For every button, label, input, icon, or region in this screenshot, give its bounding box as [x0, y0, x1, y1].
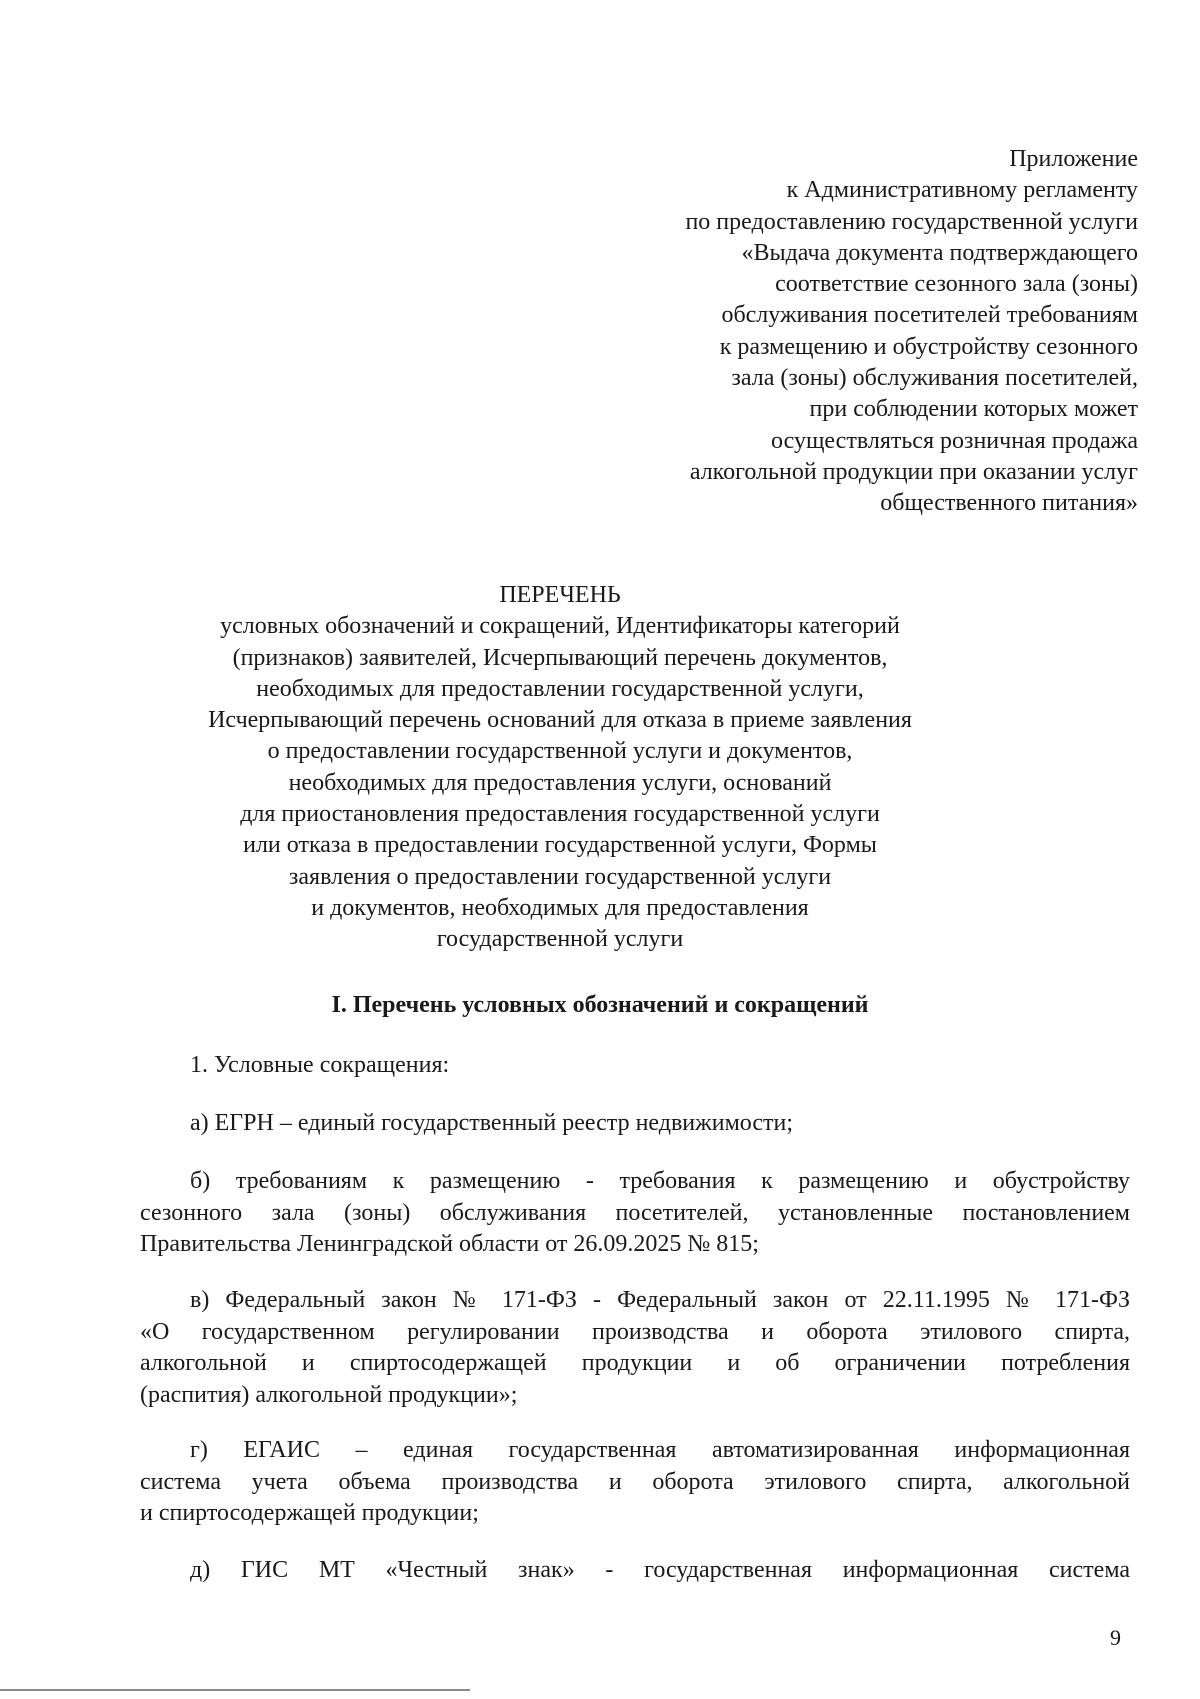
- paragraph-line: система учета объема производства и оборота этилового спирта, алкогольной: [140, 1468, 1130, 1495]
- appendix-line: алкогольной продукции при оказании услуг: [689, 458, 1138, 485]
- paragraph-item-b: [140, 1166, 1130, 1261]
- title-line: условных обозначений и сокращений, Идентификаторы категорий: [220, 613, 900, 640]
- paragraph-line: Правительства Ленинградской области от 26.09.2025 № 815;: [140, 1231, 759, 1257]
- paragraph-line: алкогольной и спиртосодержащей продукции и об ограничении потребления: [140, 1350, 1130, 1376]
- appendix-header: [538, 144, 1138, 520]
- page-number: 9: [1110, 1625, 1121, 1650]
- title-heading: ПЕРЕЧЕНЬ: [499, 582, 621, 608]
- appendix-line: обслуживания посетителей требованиям: [721, 302, 1138, 329]
- title-line: необходимых для предоставлении государственной услуги,: [256, 675, 864, 702]
- paragraph-line: в) Федеральный закон № 171-ФЗ - Федеральный закон от 22.11.1995 № 171-ФЗ: [190, 1287, 1130, 1313]
- appendix-line: к размещению и обустройству сезонного: [719, 333, 1138, 360]
- section-heading: I. Перечень условных обозначений и сокращений: [331, 992, 869, 1018]
- paragraph-line: г) ЕГАИС – единая государственная автоматизированная информационная: [190, 1437, 1130, 1463]
- paragraph-item-v: [140, 1285, 1130, 1411]
- appendix-line: к Административному регламенту: [786, 177, 1138, 204]
- title-line: государственной услуги: [436, 926, 684, 953]
- paragraph-item-1: [140, 1050, 1130, 1082]
- paragraph-line: д) ГИС МТ «Честный знак» - государственная информационная система: [190, 1557, 1130, 1583]
- title-line: (признаков) заявителей, Исчерпывающий перечень документов,: [232, 644, 888, 671]
- paragraph-line: (распития) алкогольной продукции»;: [140, 1381, 518, 1408]
- paragraph-line: а) ЕГРН – единый государственный реестр недвижимости;: [190, 1110, 793, 1136]
- paragraph-line: и спиртосодержащей продукции;: [140, 1500, 479, 1526]
- appendix-line: Приложение: [1009, 146, 1138, 172]
- paragraph-line: б) требованиям к размещению - требования к размещению и обустройству: [190, 1168, 1130, 1194]
- appendix-line: общественного питания»: [880, 490, 1138, 517]
- paragraph-line: «О государственном регулировании производства и оборота этилового спирта,: [140, 1318, 1130, 1345]
- appendix-line: осуществляться розничная продажа: [771, 427, 1138, 454]
- scan-edge-line: [0, 1689, 470, 1691]
- title-line: или отказа в предоставлении государственной услуги, Формы: [243, 832, 877, 859]
- document-title: [160, 580, 960, 956]
- title-line: и документов, необходимых для предоставления: [311, 894, 809, 921]
- paragraph-line: сезонного зала (зоны) обслуживания посетителей, установленные постановлением: [140, 1199, 1130, 1226]
- title-line: необходимых для предоставления услуги, оснований: [288, 769, 832, 796]
- paragraph-item-g: [140, 1435, 1130, 1530]
- title-line: о предоставлении государственной услуги и документов,: [267, 738, 853, 765]
- paragraph-item-d: [140, 1555, 1130, 1587]
- paragraph-line: 1. Условные сокращения:: [190, 1052, 450, 1078]
- paragraph-item-a: [140, 1108, 1130, 1140]
- title-line: заявления о предоставлении государственной услуги: [288, 863, 832, 890]
- appendix-line: при соблюдении которых может: [809, 396, 1138, 423]
- appendix-line: зала (зоны) обслуживания посетителей,: [731, 365, 1138, 392]
- appendix-line: соответствие сезонного зала (зоны): [775, 271, 1138, 298]
- title-line: для приостановления предоставления государственной услуги: [240, 801, 880, 828]
- title-line: Исчерпывающий перечень оснований для отказа в приеме заявления: [208, 707, 912, 734]
- appendix-line: по предоставлению государственной услуги: [685, 208, 1138, 235]
- appendix-line: «Выдача документа подтверждающего: [741, 239, 1138, 266]
